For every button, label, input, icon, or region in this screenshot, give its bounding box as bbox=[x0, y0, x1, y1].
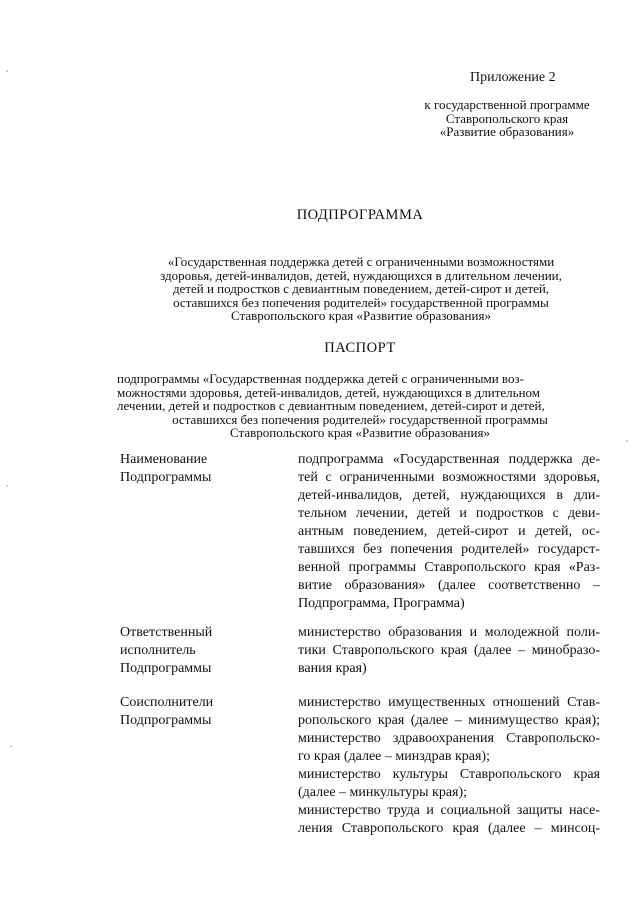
row-value-line: тельном лечении, детей и подростков с деви- bbox=[298, 506, 600, 521]
row-label-line: Соисполнители bbox=[120, 695, 214, 710]
row-label-line: Ответственный bbox=[120, 625, 213, 640]
subprogram-title-line: Ставропольского края «Развитие образования» bbox=[231, 308, 491, 323]
appendix-ref-line: к государственной программе bbox=[424, 97, 590, 112]
row-value-line: (далее – минкультуры края); bbox=[298, 785, 468, 800]
subprogram-title-line: здоровья, детей-инвалидов, детей, нуждающихся в длительном лечении, bbox=[160, 267, 562, 283]
row-value-line: тей с ограниченными возможностями здоровья, bbox=[298, 470, 600, 485]
row-value-line: ления Ставропольского края (далее – минсоц- bbox=[298, 821, 600, 836]
passport-row-value-responsible bbox=[298, 624, 600, 678]
row-label-line: Подпрограммы bbox=[120, 713, 212, 728]
passport-intro-line: оставшихся без попечения родителей» государственной программы bbox=[172, 411, 548, 427]
row-label-line: Наименование bbox=[120, 452, 208, 467]
appendix-reference bbox=[412, 98, 602, 139]
scan-speck bbox=[6, 485, 8, 487]
scan-speck bbox=[10, 745, 12, 747]
passport-row-label-name bbox=[120, 451, 280, 487]
row-value-line: министерство здравоохранения Ставропольско- bbox=[298, 731, 600, 746]
passport-row-label-coexecutors bbox=[120, 694, 280, 730]
scan-speck bbox=[626, 440, 628, 442]
row-value-line: витие образования» (далее соответственно – bbox=[298, 578, 600, 593]
row-value-line: детей-инвалидов, детей, нуждающихся в дли- bbox=[298, 488, 600, 503]
subprogram-title-line: детей и подростков с девиантным поведением, детей-сирот и детей, bbox=[172, 281, 550, 296]
passport-intro-line: можностями здоровья, детей-инвалидов, детей, нуждающихся в длительном bbox=[117, 384, 541, 400]
subprogram-title-line: оставшихся без попечения родителей» государственной программы bbox=[173, 294, 549, 310]
passport-row-value-coexecutors bbox=[298, 694, 600, 838]
row-value-line: министерство культуры Ставропольского края bbox=[298, 767, 600, 782]
appendix-ref-line: «Развитие образования» bbox=[439, 124, 575, 139]
row-label-line: исполнитель bbox=[120, 643, 196, 658]
scan-speck bbox=[6, 70, 8, 72]
row-value-line: министерство образования и молодежной поли- bbox=[298, 625, 600, 640]
row-value-line: вания края) bbox=[298, 661, 367, 676]
passport-row-value-name bbox=[298, 451, 600, 613]
row-value-line: венной программы Ставропольского края «Раз- bbox=[298, 560, 600, 575]
row-value-line: подпрограмма «Государственная поддержка де- bbox=[298, 452, 600, 467]
subprogram-heading: ПОДПРОГРАММА bbox=[296, 207, 424, 223]
subprogram-title-line: «Государственная поддержка детей с ограниченными возможностями bbox=[167, 254, 555, 269]
row-value-line: го края (далее – минздрав края); bbox=[298, 749, 490, 764]
row-value-line: министерство труда и социальной защиты насе- bbox=[298, 803, 600, 818]
row-label-line: Подпрограммы bbox=[120, 661, 212, 676]
passport-intro-line: подпрограммы «Государственная поддержка детей с ограниченными воз- bbox=[117, 371, 524, 386]
passport-intro-line: лечении, детей и подростков с девиантным поведением, детей-сирот и детей, bbox=[117, 398, 545, 413]
row-value-line: Подпрограмма, Программа) bbox=[298, 596, 465, 611]
appendix-ref-line: Ставропольского края bbox=[445, 110, 569, 126]
passport-heading: ПАСПОРТ bbox=[324, 340, 396, 356]
passport-intro bbox=[117, 372, 603, 440]
appendix-title: Приложение 2 bbox=[470, 70, 556, 85]
passport-intro-line: Ставропольского края «Развитие образования» bbox=[230, 425, 490, 440]
row-value-line: антным поведением, детей-сирот и детей, ос- bbox=[298, 524, 600, 539]
passport-row-label-responsible bbox=[120, 624, 280, 678]
row-label-line: Подпрограммы bbox=[120, 470, 212, 485]
row-value-line: тавшихся без попечения родителей» государст- bbox=[298, 542, 600, 557]
row-value-line: министерство имущественных отношений Став- bbox=[298, 695, 600, 710]
subprogram-title bbox=[116, 255, 606, 323]
row-value-line: ропольского края (далее – минимущество края); bbox=[298, 713, 600, 728]
row-value-line: тики Ставропольского края (далее – минобразо- bbox=[298, 643, 600, 658]
